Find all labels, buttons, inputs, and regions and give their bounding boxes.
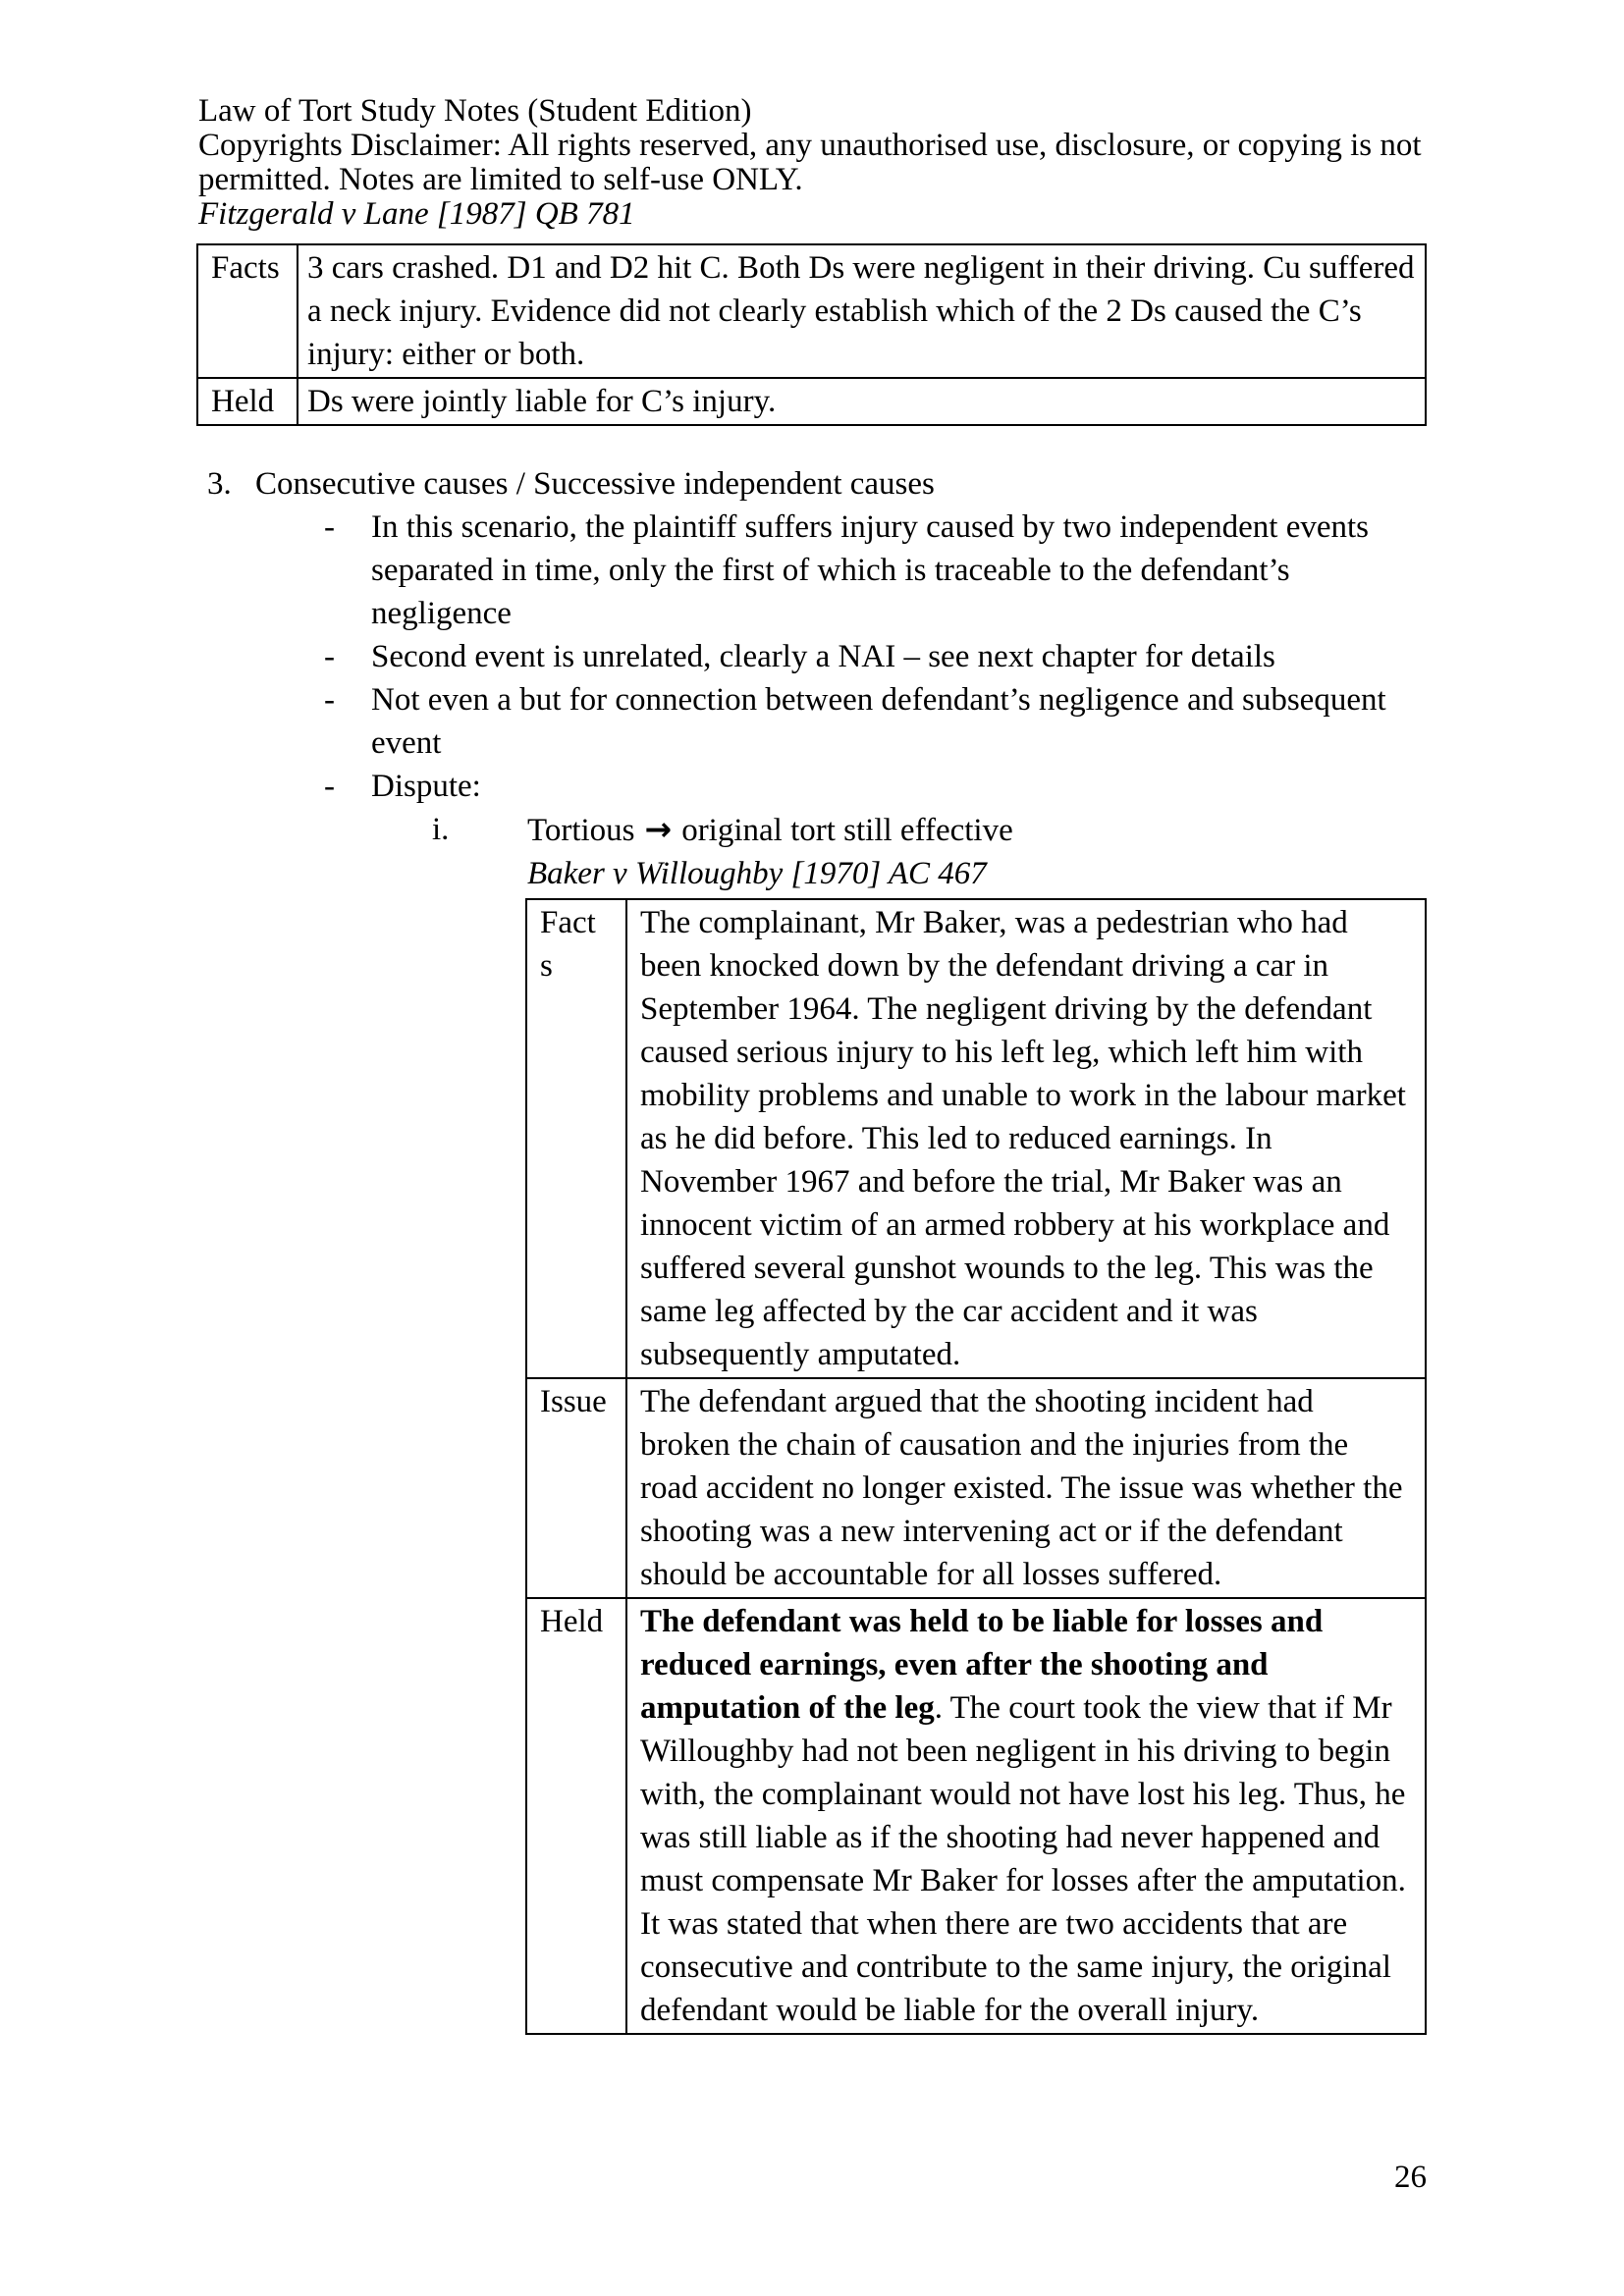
header-title-line: Law of Tort Study Notes (Student Edition) <box>198 93 752 129</box>
bullet-dash: - <box>324 769 335 804</box>
disclaimer-line-2: permitted. Notes are limited to self-use ONLY. <box>198 162 803 197</box>
facts-text-cell: The complainant, Mr Baker, was a pedestrian who had been knocked down by the defendant driving a car in September 1964. The negligent driving by the defendant caused serious injury to his left leg, which left him with mobility problems and unable to work in the labour market as he did before. This led to reduced earnings. In November 1967 and before the trial, Mr Baker was an innocent victim of an armed robbery at his workplace and suffered several gunshot wounds to the leg. This was the same leg affected by the car accident and it was subsequently amputated. <box>626 899 1426 1378</box>
facts-text-cell: 3 cars crashed. D1 and D2 hit C. Both Ds were negligent in their driving. Cu suffered a neck injury. Evidence did not clearly establish which of the 2 Ds caused the C’s injury: either or both. <box>298 244 1426 378</box>
sub-item-text <box>527 808 1013 852</box>
held-row <box>197 378 1426 425</box>
facts-row <box>526 899 1426 1378</box>
page-number: 26 <box>1394 2160 1427 2195</box>
bullet-item <box>198 635 1624 678</box>
right-arrow-icon: → <box>644 810 673 848</box>
section-number: 3. <box>207 466 232 502</box>
held-text-cell <box>626 1598 1426 2034</box>
disclaimer-line-1: Copyrights Disclaimer: All rights reserved, any unauthorised use, disclosure, or copying is not <box>198 128 1422 163</box>
fitzgerald-case-table <box>196 243 1427 426</box>
case1-citation: Fitzgerald v Lane [1987] QB 781 <box>198 196 635 232</box>
bullet-text: Dispute: <box>371 769 481 804</box>
case2-citation: Baker v Willoughby [1970] AC 467 <box>527 856 987 891</box>
held-label-cell: Held <box>526 1598 626 2034</box>
bullet-dash: - <box>324 639 335 674</box>
sub-item-text-before: Tortious <box>527 813 635 848</box>
issue-label-cell: Issue <box>526 1378 626 1598</box>
sub-list-item <box>198 808 1624 852</box>
sub-item-marker: i. <box>432 812 450 847</box>
facts-label-cell: Facts <box>197 244 298 378</box>
held-row <box>526 1598 1426 2034</box>
held-text-regular: . The court took the view that if Mr Willoughby had not been negligent in his driving to begin with, the complainant would not have lost his leg. Thus, he was still liable as if the shooting had never happened and must compensate Mr Baker for losses after the amputation. It was stated that when there are two accidents that are consecutive and contribute to the same injury, the original defendant would be liable for the overall injury. <box>640 1690 1406 2028</box>
facts-label-cell: Facts <box>526 899 626 1378</box>
bullet-dash: - <box>324 682 335 718</box>
section-title: Consecutive causes / Successive independent causes <box>255 466 935 502</box>
sub-item-text-after: original tort still effective <box>681 813 1013 848</box>
bullet-text: In this scenario, the plaintiff suffers injury caused by two independent events separated in time, only the first of which is traceable to the defendant’s negligence <box>371 509 1370 631</box>
issue-row <box>526 1378 1426 1598</box>
held-text-bold: The defendant was held to be liable for losses and reduced earnings, even after the shooting and amputation of the leg <box>640 1604 1324 1726</box>
bullet-item <box>198 678 1624 765</box>
held-text-cell: Ds were jointly liable for C’s injury. <box>298 378 1426 425</box>
bullet-text: Not even a but for connection between defendant’s negligence and subsequent event <box>371 682 1386 761</box>
issue-text-cell: The defendant argued that the shooting incident had broken the chain of causation and the injuries from the road accident no longer existed. The issue was whether the shooting was a new intervening act or if the defendant should be accountable for all losses suffered. <box>626 1378 1426 1598</box>
section-3 <box>198 462 1624 895</box>
bullet-text: Second event is unrelated, clearly a NAI – see next chapter for details <box>371 639 1275 674</box>
section-heading <box>198 462 1624 506</box>
bullet-dash: - <box>324 509 335 545</box>
document-header <box>198 94 1422 232</box>
held-label-cell: Held <box>197 378 298 425</box>
facts-row <box>197 244 1426 378</box>
bullet-item <box>198 506 1624 635</box>
bullet-item <box>198 765 1624 808</box>
baker-case-table <box>525 898 1427 2035</box>
